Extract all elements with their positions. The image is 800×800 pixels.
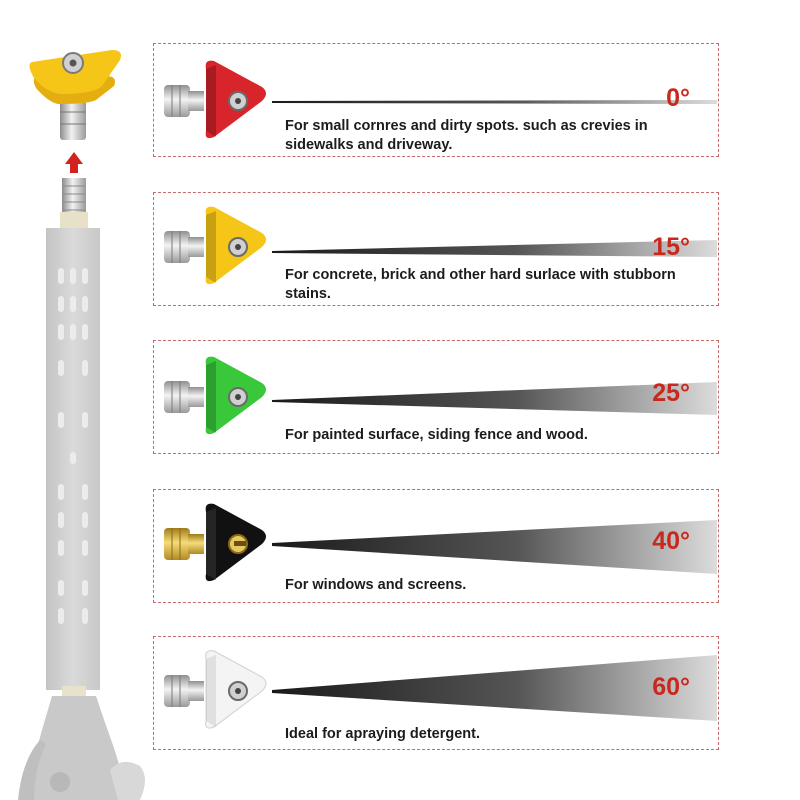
- spray-description: For concrete, brick and other hard surlace with stubborn stains.: [285, 267, 676, 302]
- yellow-nozzle-icon: [158, 201, 270, 293]
- black-nozzle-icon: [158, 498, 270, 590]
- spray-angle-label: 60°: [652, 673, 690, 701]
- spray-description: For windows and screens.: [285, 577, 467, 593]
- nozzle-row-60-degree: [153, 636, 719, 750]
- white-nozzle-icon: [158, 645, 270, 737]
- spray-description: For painted surface, siding fence and wood.: [285, 427, 588, 443]
- spray-description: Ideal for apraying detergent.: [285, 726, 480, 742]
- nozzle-row-0-degree: [153, 43, 719, 157]
- yellow-nozzle-icon: [29, 50, 121, 140]
- green-nozzle-icon: [158, 351, 270, 443]
- nozzle-row-15-degree: [153, 192, 719, 306]
- nozzle-row-40-degree: [153, 489, 719, 603]
- spray-angle-label: 40°: [652, 527, 690, 555]
- red-nozzle-icon: [158, 55, 270, 147]
- pressure-washer-wand: [0, 0, 150, 800]
- spray-angle-label: 25°: [652, 379, 690, 407]
- spray-description: For small cornres and dirty spots. such as crevies in sidewalks and driveway.: [285, 118, 648, 153]
- spray-angle-label: 15°: [652, 233, 690, 261]
- spray-angle-label: 0°: [666, 84, 690, 112]
- arrow-up-icon: [65, 152, 83, 173]
- nozzle-row-25-degree: [153, 340, 719, 454]
